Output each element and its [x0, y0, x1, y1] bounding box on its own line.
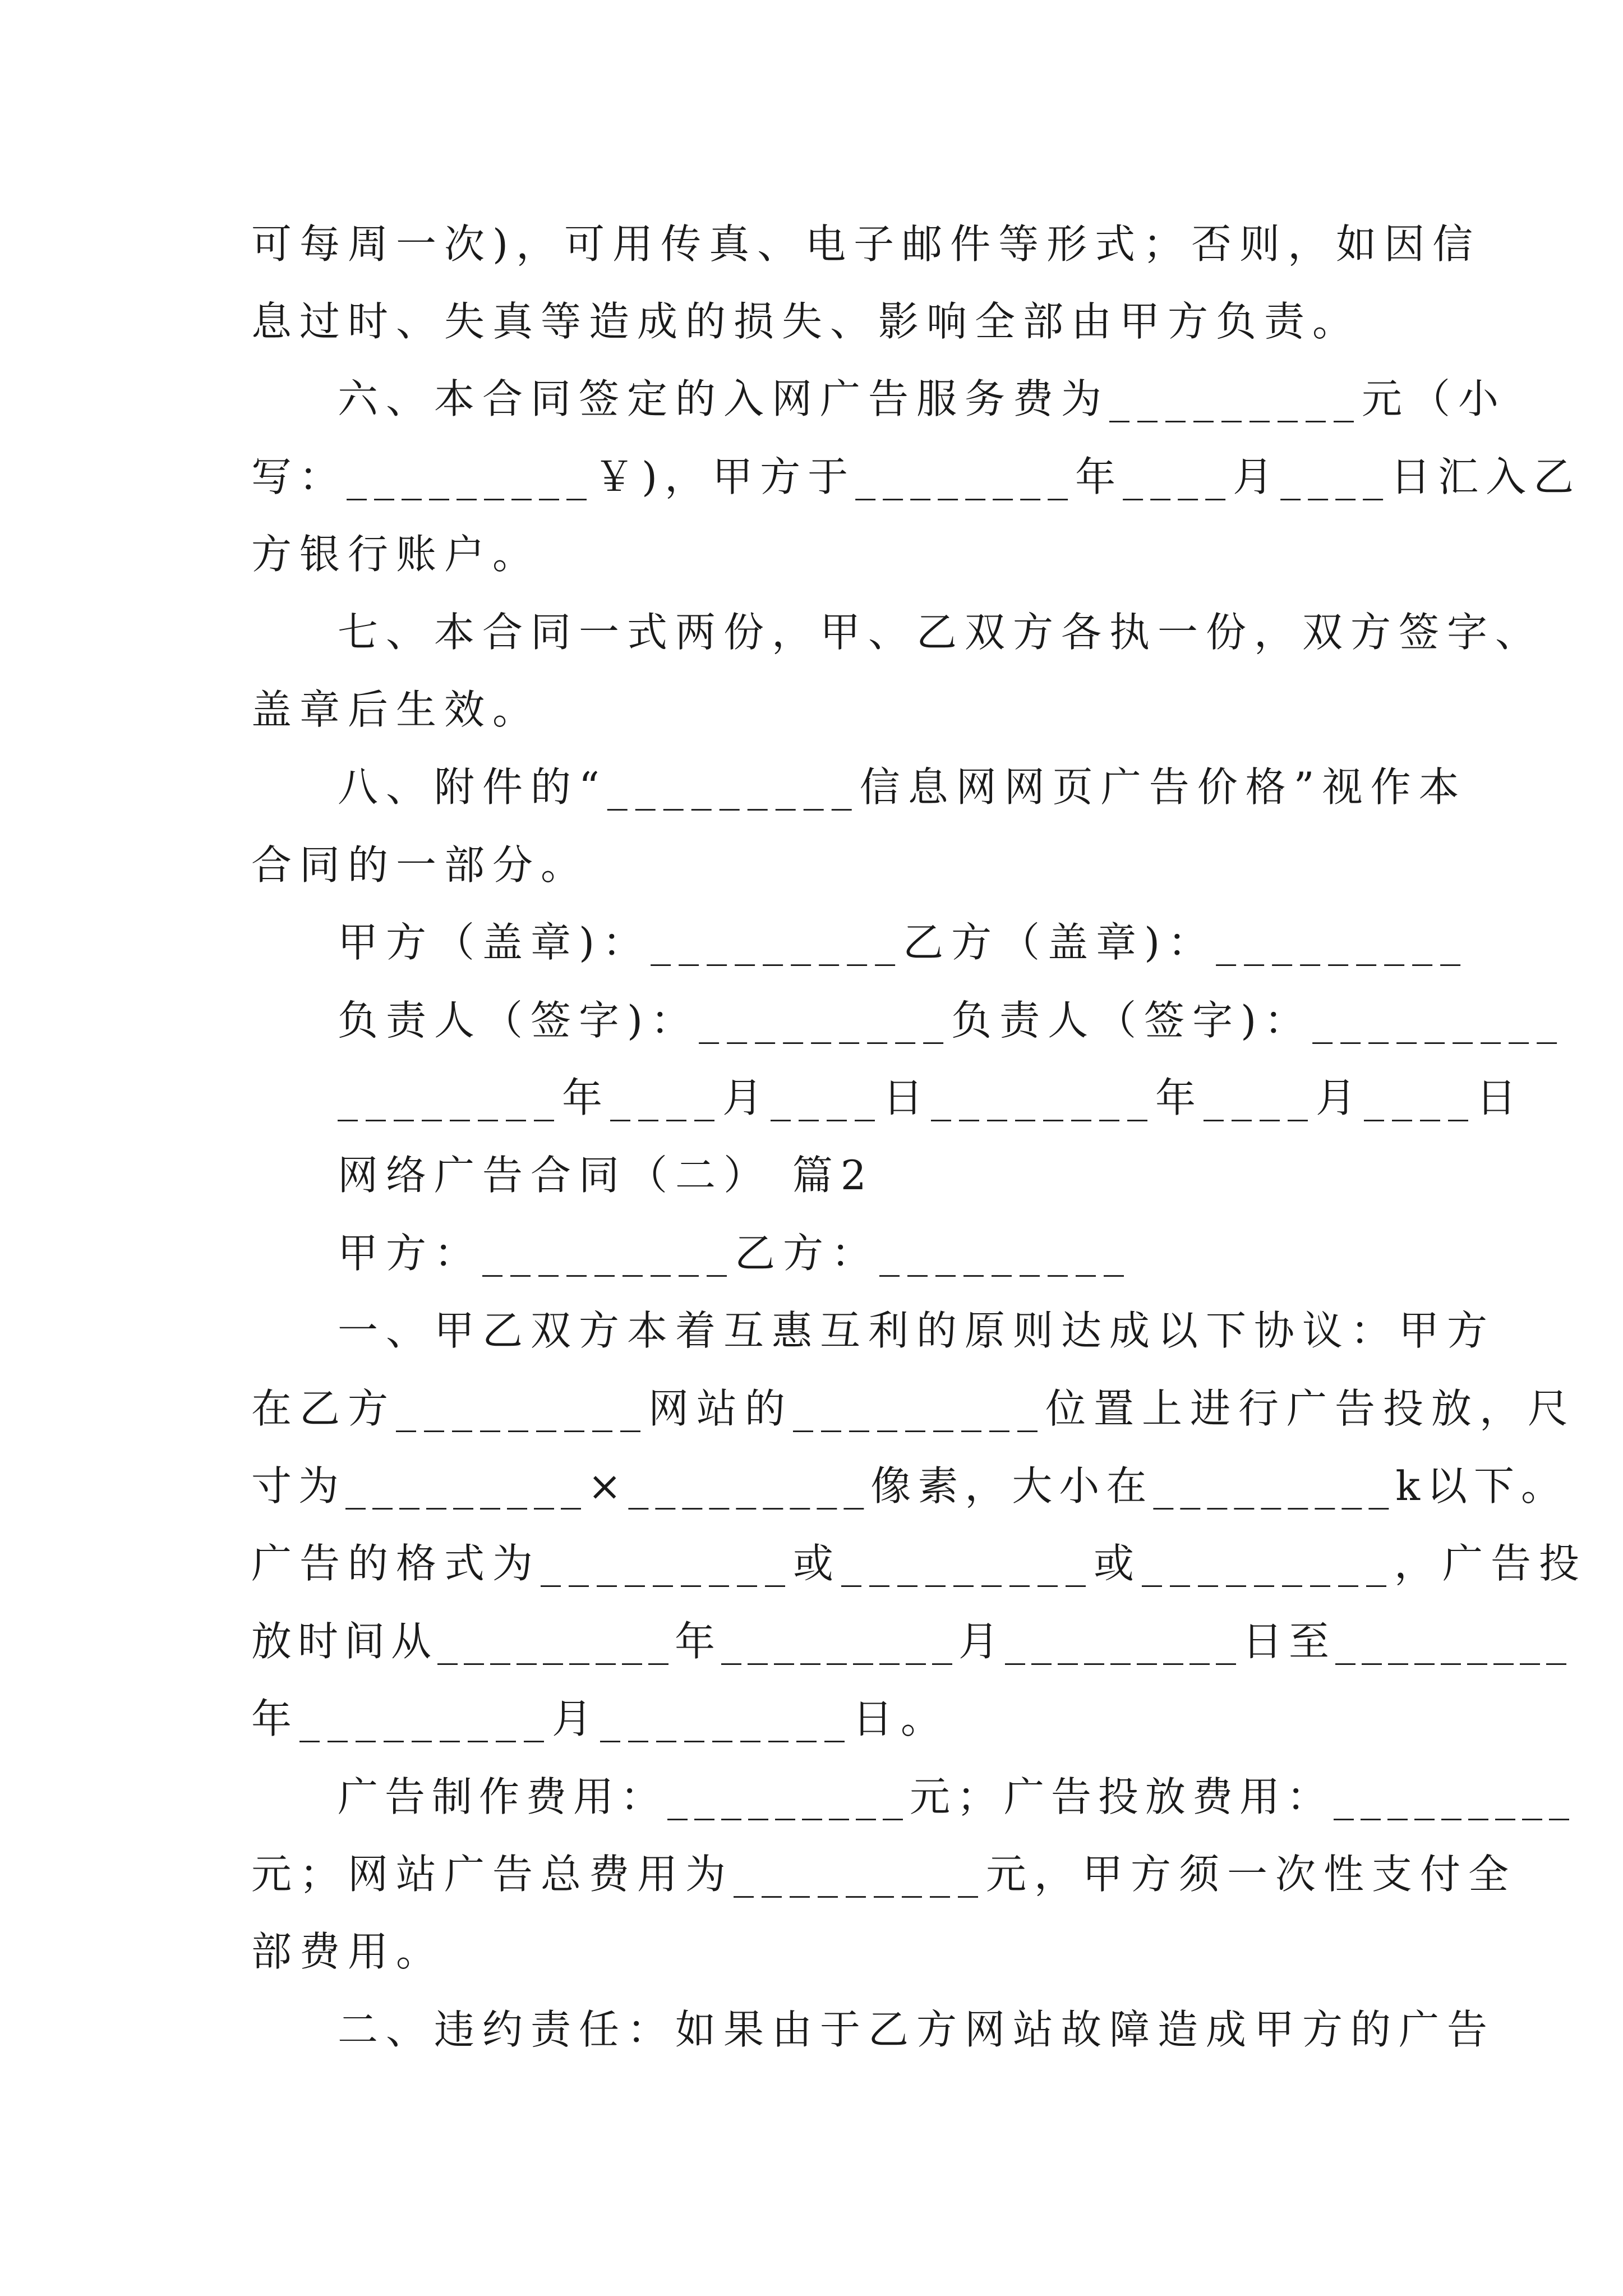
text-line: 合同的一部分。 — [251, 841, 589, 889]
text-line: 寸为_________×_________像素，大小在_________k以下。 — [251, 1462, 1568, 1510]
text-line: 元；网站广告总费用为_________元，甲方须一次性支付全 — [251, 1851, 1517, 1898]
signature-person-line: 负责人（签字)：_________负责人（签字)：_________ — [338, 997, 1565, 1044]
section-heading: 网络广告合同（二） 篇2 — [338, 1152, 874, 1199]
text-line: 部费用。 — [251, 1928, 445, 1975]
text-line: 盖章后生效。 — [251, 686, 541, 733]
text-line: 方银行账户。 — [251, 531, 541, 578]
text-line: 放时间从_________年_________月_________日至_________ — [251, 1618, 1573, 1665]
text-line: 写：_________￥)，甲方于________年____月____日汇入乙 — [251, 453, 1581, 500]
clause-six: 六、本合同签定的入网广告服务费为_________元（小 — [338, 375, 1507, 422]
text-line: 可每周一次)，可用传真、电子邮件等形式；否则，如因信 — [251, 220, 1481, 268]
clause-eight: 八、附件的“_________信息网网页广告价格”视作本 — [338, 763, 1467, 811]
text-line: 息过时、失真等造成的损失、影响全部由甲方负责。 — [251, 298, 1361, 345]
clause-one: 一、甲乙双方本着互惠互利的原则达成以下协议：甲方 — [338, 1307, 1496, 1354]
text-line: 在乙方_________网站的_________位置上进行广告投放，尺 — [251, 1385, 1576, 1432]
text-line: 广告的格式为_________或_________或_________，广告投 — [251, 1540, 1588, 1587]
text-line: 年_________月_________日。 — [251, 1695, 949, 1742]
parties-line: 甲方：_________乙方：_________ — [338, 1230, 1132, 1277]
signature-seal-line: 甲方（盖章)：_________乙方（盖章)：_________ — [338, 919, 1469, 966]
clause-two: 二、违约责任：如果由于乙方网站故障造成甲方的广告 — [338, 2006, 1496, 2053]
signature-date-line: ________年____月____日________年____月____日 — [338, 1074, 1524, 1121]
fees-line: 广告制作费用：_________元；广告投放费用：_________ — [338, 1773, 1576, 1820]
clause-seven: 七、本合同一式两份，甲、乙双方各执一份，双方签字、 — [338, 609, 1544, 656]
